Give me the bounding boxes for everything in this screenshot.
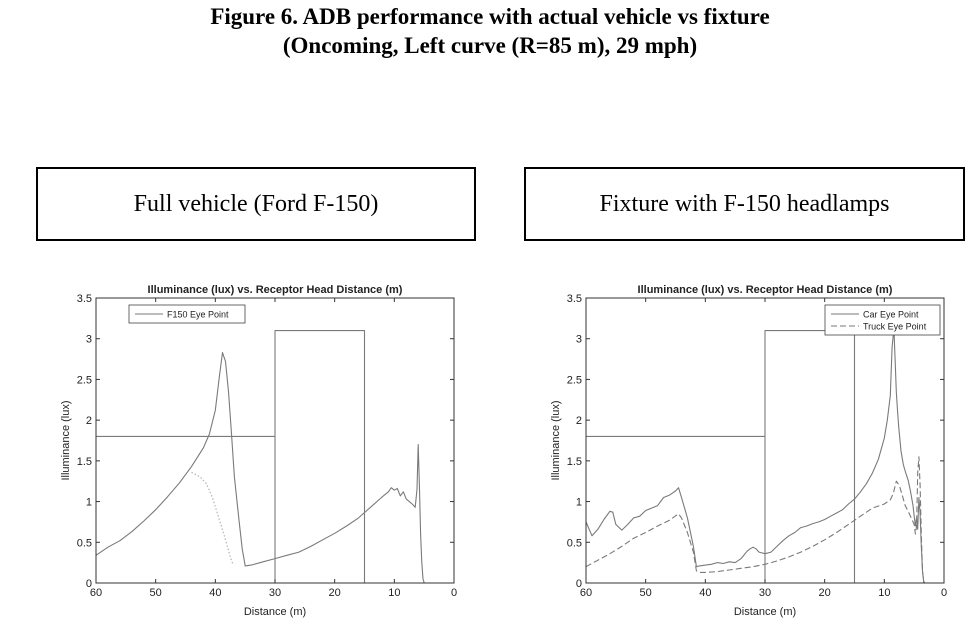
left-y-tick-label: 1.5: [76, 455, 92, 468]
right-y-tick-label: 3.5: [566, 293, 582, 305]
right-x-tick-label: 40: [699, 587, 712, 599]
left-y-tick-label: 0.5: [76, 537, 92, 550]
right-chart: [490, 270, 980, 641]
left-reference-line-2: [96, 331, 365, 583]
left-chart: [0, 270, 490, 641]
right-x-tick-label: 30: [758, 587, 772, 599]
figure-title-line-1: Figure 6. ADB performance with actual vehicle vs fixture: [210, 4, 770, 29]
right-y-tick-label: 2.5: [566, 374, 582, 387]
left-f150-eye-point-line: [96, 353, 424, 583]
right-y-tick-label: 2: [575, 415, 582, 428]
right-y-tick-label: 1.5: [566, 455, 582, 468]
right-panel-label-box: [524, 167, 965, 241]
left-y-tick-label: 3: [85, 333, 92, 346]
left-x-tick-label: 30: [268, 587, 282, 599]
left-y-tick-label: 0: [85, 578, 92, 590]
left-legend-label: F150 Eye Point: [167, 309, 229, 320]
right-y-tick-label: 1: [575, 496, 582, 509]
left-y-tick-label: 2.5: [76, 374, 92, 387]
right-x-tick-label: 20: [818, 587, 831, 599]
right-x-tick-label: 10: [878, 587, 891, 599]
right-x-tick-label: 60: [579, 587, 593, 599]
left-y-tick-label: 3.5: [76, 293, 92, 305]
left-x-tick-label: 10: [388, 587, 401, 599]
right-x-tick-label: 50: [639, 587, 652, 599]
right-y-tick-label: 0: [575, 578, 582, 590]
left-chart-title: Illuminance (lux) vs. Receptor Head Distance (m): [147, 284, 403, 296]
right-chart-title: Illuminance (lux) vs. Receptor Head Distance (m): [637, 284, 893, 296]
left-panel-label: Full vehicle (Ford F-150): [133, 190, 379, 217]
left-y-tick-label: 2: [85, 415, 92, 428]
left-y-axis-label: Illuminance (lux): [60, 400, 72, 481]
right-y-tick-label: 3: [575, 333, 582, 346]
right-truck-eye-point-line: [586, 457, 924, 583]
right-y-axis-label: Illuminance (lux): [550, 400, 562, 481]
right-x-axis-label: Distance (m): [733, 606, 797, 618]
right-legend-label: Truck Eye Point: [863, 321, 927, 332]
left-x-tick-label: 0: [450, 587, 458, 599]
left-panel-label-box: [36, 167, 476, 241]
right-x-tick-label: 0: [940, 587, 948, 599]
left-x-tick-label: 20: [328, 587, 341, 599]
figure-title-line-2: (Oncoming, Left curve (R=85 m), 29 mph): [282, 33, 698, 58]
right-panel-label: Fixture with F-150 headlamps: [599, 190, 890, 217]
figure-title: [0, 2, 980, 60]
left-reference-line-1: [192, 472, 234, 565]
right-legend-label: Car Eye Point: [863, 309, 919, 320]
left-x-tick-label: 60: [89, 587, 103, 599]
left-x-tick-label: 40: [209, 587, 222, 599]
right-car-eye-point-line: [586, 329, 925, 583]
left-x-tick-label: 50: [149, 587, 162, 599]
right-y-tick-label: 0.5: [566, 537, 582, 550]
left-y-tick-label: 1: [85, 496, 92, 509]
left-x-axis-label: Distance (m): [243, 606, 307, 618]
